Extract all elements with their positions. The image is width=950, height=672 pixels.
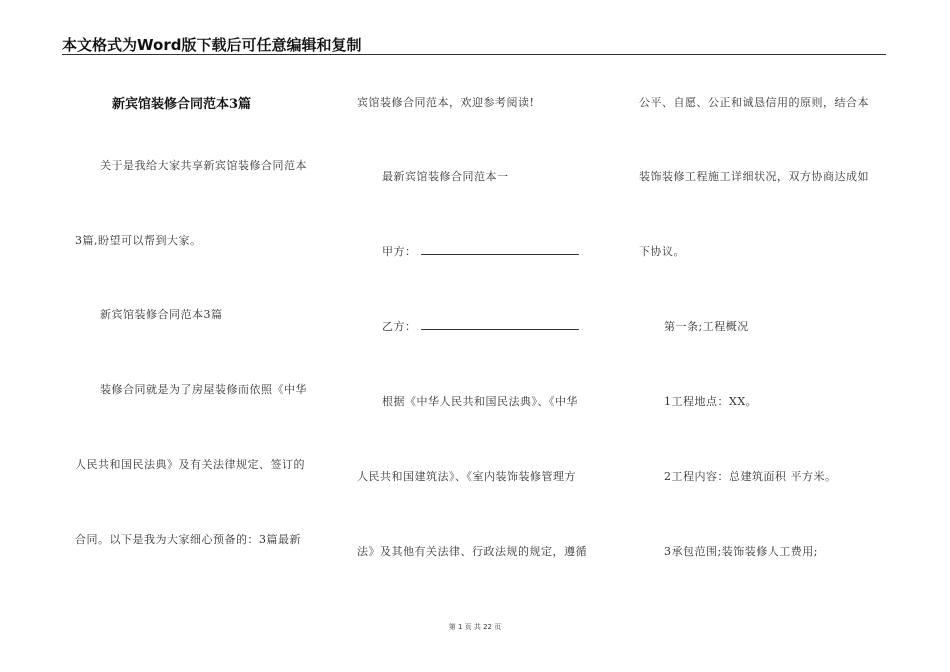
party-b-row — [382, 318, 579, 334]
party-a-label: 甲方： — [382, 245, 417, 258]
party-a-blank-line — [421, 243, 579, 255]
paragraph-line: 人民共和国民法典》及有关法律规定、签订的 — [75, 458, 305, 471]
document-title: 新宾馆装修合同范本3篇 — [112, 97, 252, 112]
paragraph-line: 合同。以下是我为大家细心预备的：3篇最新 — [75, 533, 301, 546]
party-b-blank-line — [421, 318, 579, 330]
paragraph-line: 3篇,盼望可以帮到大家。 — [75, 234, 202, 247]
header-text: 本文格式为Word版下载后可任意编辑和复制 — [62, 36, 362, 54]
list-item: 2工程内容：总建筑面积 平方米。 — [664, 470, 837, 483]
party-b-label: 乙方： — [382, 320, 417, 333]
paragraph-line: 下协议。 — [639, 245, 685, 258]
paragraph-line: 法》及其他有关法律、行政法规的规定，遵循 — [357, 545, 587, 558]
paragraph-line: 根据《中华人民共和国民法典》、《中华 — [382, 395, 578, 408]
paragraph-line: 装饰装修工程施工详细状况，双方协商达成如 — [639, 170, 869, 183]
list-item: 1工程地点：XX。 — [664, 395, 758, 408]
document-header — [62, 34, 886, 55]
section-heading: 第一条;工程概况 — [664, 320, 749, 333]
paragraph-line: 新宾馆装修合同范本3篇 — [100, 308, 223, 321]
page-number: 第 1 页 共 22 页 — [448, 623, 502, 631]
paragraph-line: 关于是我给大家共享新宾馆装修合同范本 — [100, 159, 307, 172]
list-item: 3承包范围;装饰装修人工费用; — [664, 545, 818, 558]
paragraph-line: 人民共和国建筑法》、《室内装饰装修管理方 — [357, 470, 576, 483]
paragraph-line: 装修合同就是为了房屋装修而依照《中华 — [100, 383, 307, 396]
paragraph-line: 宾馆装修合同范本，欢迎参考阅读! — [357, 96, 535, 109]
section-heading: 最新宾馆装修合同范本一 — [382, 170, 509, 183]
party-a-row — [382, 243, 579, 259]
paragraph-line: 公平、自愿、公正和诚恳信用的原则，结合本 — [639, 96, 869, 109]
